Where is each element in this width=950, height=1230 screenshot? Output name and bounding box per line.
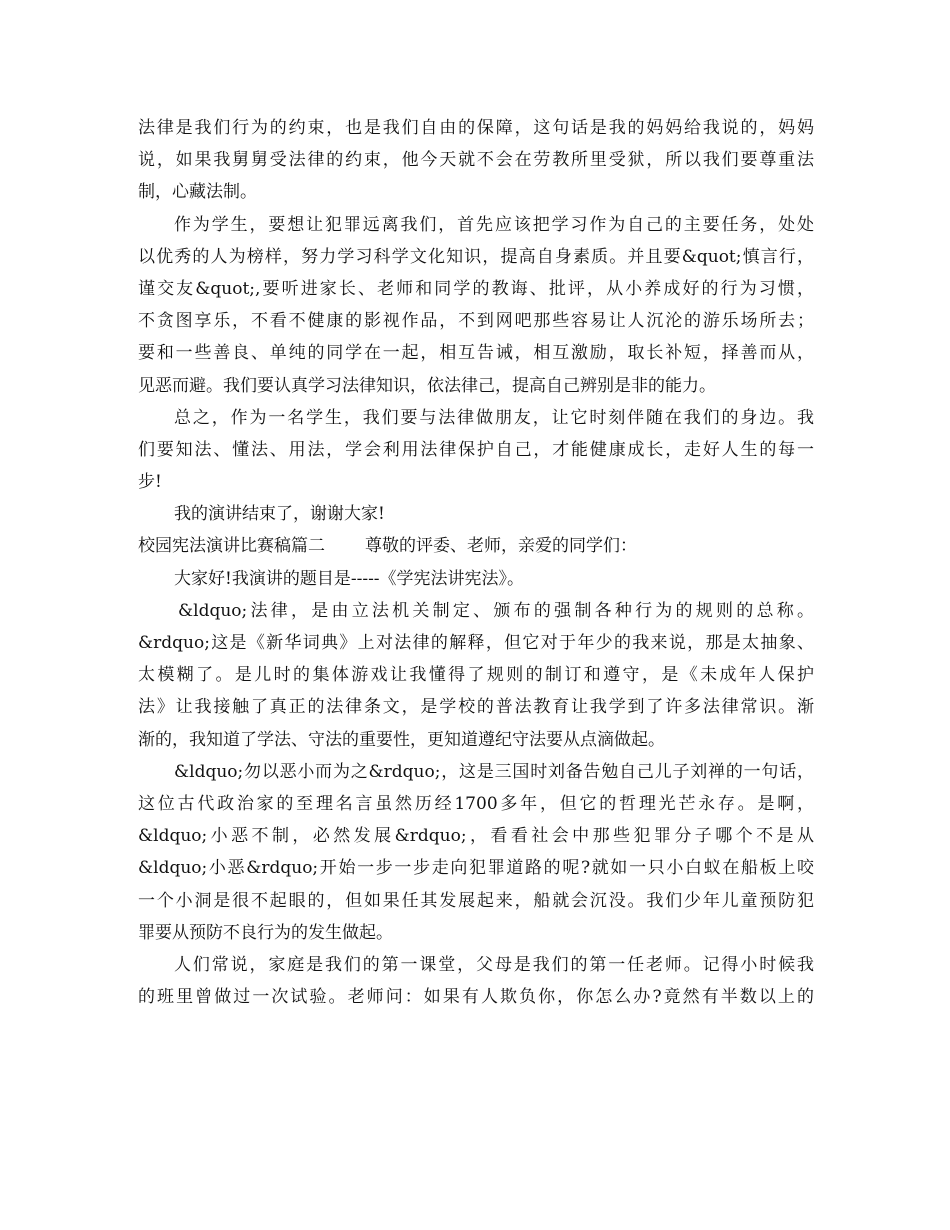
text-line: &ldquo;小恶不制，必然发展&rdquo;，看看社会中那些犯罪分子哪个不是从 xyxy=(138,826,814,847)
document-body xyxy=(138,112,814,1013)
text-line: 见恶而避。我们要认真学习法律知识，依法律己，提高自己辨别是非的能力。 xyxy=(138,375,716,396)
text-line: 大家好!我演讲的题目是-----《学宪法讲宪法》。 xyxy=(174,568,525,589)
text-line: 太模糊了。是儿时的集体游戏让我懂得了规则的制订和遵守，是《未成年人保护 xyxy=(138,665,814,686)
text-line: 制，心藏法制。 xyxy=(138,182,257,203)
text-line: 法》让我接触了真正的法律条文，是学校的普法教育让我学到了许多法律常识。渐 xyxy=(138,697,814,718)
text-line: &ldquo;小恶&rdquo;开始一步一步走向犯罪道路的呢?就如一只小白蚁在船板上咬 xyxy=(138,858,814,879)
text-line: 要和一些善良、单纯的同学在一起，相互告诫，相互激励，取长补短，择善而从， xyxy=(138,343,814,364)
text-line: 说，如果我舅舅受法律的约束，他今天就不会在劳教所里受狱，所以我们要尊重法 xyxy=(138,150,814,171)
section-heading-line xyxy=(138,530,814,562)
text-line: 罪要从预防不良行为的发生做起。 xyxy=(138,922,393,943)
text-line: 们要知法、懂法、用法，学会利用法律保护自己，才能健康成长，走好人生的每一 xyxy=(138,439,814,460)
text-line: 这位古代政治家的至理名言虽然历经1700多年，但它的哲理光芒永存。是啊， xyxy=(138,793,814,814)
text-line: 以优秀的人为榜样，努力学习科学文化知识，提高自身素质。并且要&quot;慎言行， xyxy=(138,246,814,267)
text-line: 不贪图享乐，不看不健康的影视作品，不到网吧那些容易让人沉沦的游乐场所去； xyxy=(138,311,814,332)
text-line: 步! xyxy=(138,472,162,493)
text-line: 渐的，我知道了学法、守法的重要性，更知道遵纪守法要从点滴做起。 xyxy=(138,729,665,750)
text-line: 我的演讲结束了，谢谢大家! xyxy=(174,504,385,525)
section-greeting: 尊敬的评委、老师，亲爱的同学们： xyxy=(365,536,637,557)
section-title: 校园宪法演讲比赛稿篇二 xyxy=(138,536,325,557)
text-line: 总之，作为一名学生，我们要与法律做朋友，让它时刻伴随在我们的身边。我 xyxy=(174,407,814,428)
text-line: &rdquo;这是《新华词典》上对法律的解释，但它对于年少的我来说，那是太抽象、 xyxy=(138,633,814,653)
text-line: 作为学生，要想让犯罪远离我们，首先应该把学习作为自己的主要任务，处处 xyxy=(174,214,814,235)
text-line: 法律是我们行为的约束，也是我们自由的保障，这句话是我的妈妈给我说的，妈妈 xyxy=(138,118,814,138)
text-line: 一个小洞是很不起眼的，但如果任其发展起来，船就会沉没。我们少年儿童预防犯 xyxy=(138,890,814,911)
text-line: &ldquo;勿以恶小而为之&rdquo;，这是三国时刘备告勉自己儿子刘禅的一句话， xyxy=(174,761,814,782)
text-line: 的班里曾做过一次试验。老师问：如果有人欺负你，你怎么办?竟然有半数以上的 xyxy=(138,987,814,1008)
text-line: 谨交友&quot;,要听进家长、老师和同学的教诲、批评，从小养成好的行为习惯， xyxy=(138,278,814,299)
text-line: 人们常说，家庭是我们的第一课堂，父母是我们的第一任老师。记得小时候我 xyxy=(174,954,814,975)
text-line: &ldquo;法律，是由立法机关制定、颁布的强制各种行为的规则的总称。 xyxy=(178,600,814,621)
